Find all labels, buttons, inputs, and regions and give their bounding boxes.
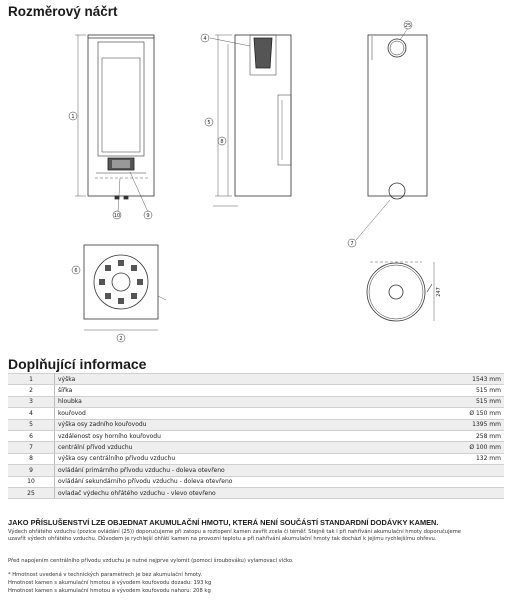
svg-text:1: 1 [71, 114, 75, 120]
param-label: výška [55, 374, 427, 385]
svg-text:2: 2 [119, 336, 123, 342]
page-title: Rozměrový náčrt [8, 4, 118, 19]
param-number: 3 [8, 396, 55, 407]
table-row [8, 419, 504, 430]
back-view [356, 28, 427, 240]
svg-text:10: 10 [113, 213, 121, 219]
param-number: 2 [8, 385, 55, 396]
info-line: Hmotnost kamen s akumulační hmotou a vývodem kouřovodu dozadu: 193 kg [8, 580, 212, 586]
top-view-right [367, 262, 434, 321]
param-label: hloubka [55, 396, 427, 407]
param-label: kouřovod [55, 408, 427, 419]
param-number: 5 [8, 419, 55, 430]
param-value: 1395 mm [427, 419, 504, 430]
param-value: 515 mm [427, 396, 504, 407]
param-label: výška osy zadního kouřovodu [55, 419, 427, 430]
param-value: 132 mm [427, 453, 504, 464]
param-number: 1 [8, 374, 55, 385]
accessory-notice: JAKO PŘÍSLUŠENSTVÍ LZE OBJEDNAT AKUMULAČNÍ HMOTU, KTERÁ NENÍ SOUČÁSTÍ STANDARDNÍ DODÁVKY KAMEN. [8, 518, 439, 527]
table-row [8, 465, 504, 476]
svg-text:4: 4 [203, 36, 207, 42]
info-paragraph: Výdech ohřátého vzduchu (pozice ovládání (25)) doporučujeme při zatopu a roztopení kamen zavřít zcela či téměř. Stejně tak i při nahřívání akumulační hmoty doporučujeme uzavřít výdech ohřátého vzduchu. Důvodem je rychlejší ohřátí kamen na provozní teplotu a při nahřívání akumulační hmoty tak dochází k jejímu rychlejšímu ohřevu. [8, 529, 461, 543]
svg-text:9: 9 [146, 213, 150, 219]
param-label: šířka [55, 385, 427, 396]
param-value [427, 476, 504, 487]
param-value: 258 mm [427, 430, 504, 441]
param-label: výška osy centrálního přívodu vzduchu [55, 453, 427, 464]
svg-text:8: 8 [220, 139, 224, 145]
param-value: Ø 150 mm [427, 408, 504, 419]
param-label: vzdálenost osy horního kouřovodu [55, 430, 427, 441]
param-number: 10 [8, 476, 55, 487]
plan-view-left [84, 245, 166, 330]
svg-text:5: 5 [207, 120, 211, 126]
callout-labels [69, 21, 442, 342]
table-row [8, 408, 504, 419]
param-label: ovladač výdechu ohřátého vzduchu - vlevo otevřeno [55, 487, 427, 498]
svg-text:247: 247 [436, 287, 442, 297]
param-number: 25 [8, 487, 55, 498]
svg-text:25: 25 [404, 23, 412, 29]
table-row [8, 453, 504, 464]
info-line: Před napojením centrálního přívodu vzduchu je nutné nejprve vylomit (pomocí šroubováku) vylamovací víčko. [8, 558, 294, 564]
table-row [8, 385, 504, 396]
table-row [8, 487, 504, 498]
param-label: ovládání primárního přívodu vzduchu - doleva otevřeno [55, 465, 427, 476]
param-value: Ø 100 mm [427, 442, 504, 453]
param-number: 6 [8, 430, 55, 441]
front-view [75, 35, 154, 212]
table-row [8, 442, 504, 453]
table-row [8, 430, 504, 441]
param-value: 1543 mm [427, 374, 504, 385]
parameters-table [8, 373, 504, 499]
side-view [210, 35, 291, 206]
param-label: ovládání sekundárního přívodu vzduchu - doleva otevřeno [55, 476, 427, 487]
info-line: * Hmotnost uvedená v technických parametrech je bez akumulační hmoty. [8, 572, 202, 578]
param-number: 7 [8, 442, 55, 453]
svg-text:7: 7 [350, 241, 354, 247]
param-number: 8 [8, 453, 55, 464]
param-number: 4 [8, 408, 55, 419]
param-number: 9 [8, 465, 55, 476]
param-value: 515 mm [427, 385, 504, 396]
svg-text:6: 6 [74, 268, 78, 274]
table-row [8, 396, 504, 407]
param-label: centrální přívod vzduchu [55, 442, 427, 453]
section-title: Doplňující informace [8, 356, 147, 372]
table-row [8, 476, 504, 487]
param-value [427, 487, 504, 498]
info-line: Hmotnost kamen s akumulační hmotou a vývodem kouřovodu nahoru: 208 kg [8, 588, 211, 594]
table-row [8, 374, 504, 385]
param-value [427, 465, 504, 476]
